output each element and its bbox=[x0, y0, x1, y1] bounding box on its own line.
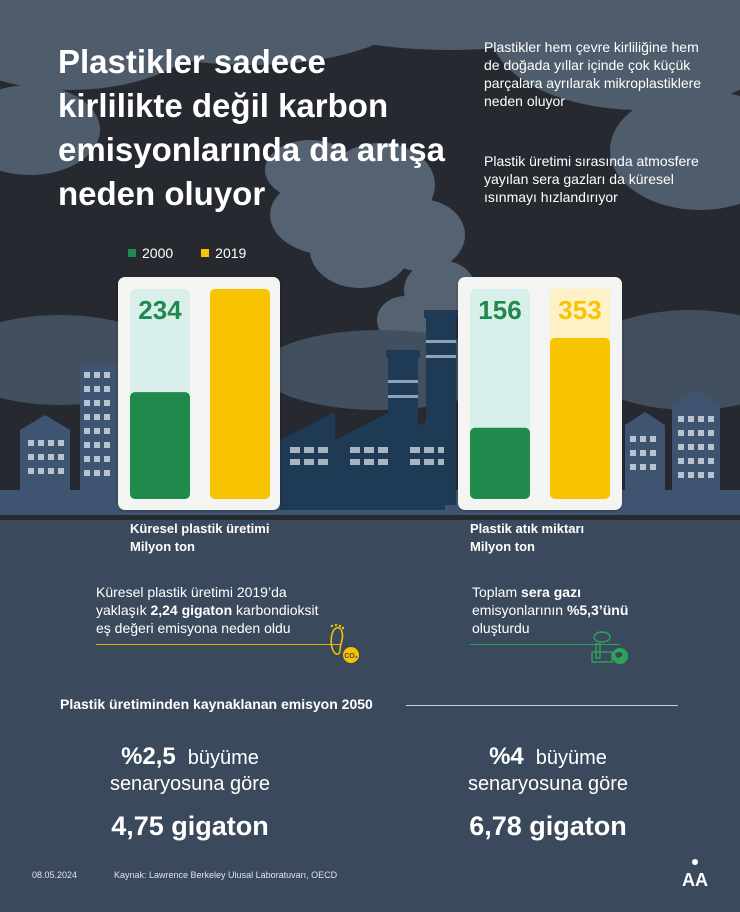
scenario-word: büyüme bbox=[535, 747, 607, 769]
scenario-percent: %4 bbox=[489, 743, 524, 770]
data-label-2000: 156 bbox=[478, 295, 522, 325]
side-note-microplastics: Plastikler hem çevre kirliliğine hem de doğada yıllar içinde çok küçük parçalara ayrılarak mikroplastiklere neden oluyor bbox=[484, 39, 702, 109]
scenario-line bbox=[438, 744, 658, 771]
fact-greenhouse-share bbox=[472, 583, 628, 637]
legend-swatch-2019 bbox=[201, 249, 209, 257]
fact-highlight: 2,24 gigaton bbox=[150, 602, 233, 618]
fact-line: emisyonlarının %5,3’ünü bbox=[472, 602, 629, 618]
scenario-word: büyüme bbox=[187, 747, 259, 769]
fact-emission-production bbox=[96, 583, 319, 637]
fact-highlight: sera gazı bbox=[521, 584, 581, 600]
data-label-2000: 234 bbox=[138, 295, 182, 325]
factory-globe-icon bbox=[588, 630, 632, 668]
chart-card-plastic-waste bbox=[458, 277, 622, 510]
fact-line: eş değeri emisyona neden oldu bbox=[96, 620, 291, 636]
footer-source: Kaynak: Lawrence Berkeley Ulusal Laboratuvarı, OECD bbox=[114, 870, 338, 880]
chart-label-unit: Milyon ton bbox=[130, 539, 195, 554]
section-title-2050: Plastik üretiminden kaynaklanan emisyon 2050 bbox=[60, 696, 373, 712]
chart-card-plastic-production bbox=[118, 277, 280, 510]
scenario-value: 4,75 gigaton bbox=[111, 811, 269, 841]
chart-label-plastic-production bbox=[130, 520, 269, 556]
side-note-greenhouse: Plastik üretimi sırasında atmosfere yayılan sera gazları da küresel ısınmayı hızlandırıyor bbox=[484, 153, 699, 205]
fact-line: Küresel plastik üretimi 2019’da bbox=[96, 584, 287, 600]
footer-date: 08.05.2024 bbox=[32, 870, 78, 880]
fact-line: oluşturdu bbox=[472, 620, 530, 636]
page-title: Plastikler sadece kirlilikte değil karbon emisyonlarında da artışa neden oluyor bbox=[58, 43, 445, 212]
chart-legend bbox=[128, 245, 246, 261]
legend-swatch-2000 bbox=[128, 249, 136, 257]
svg-text:AA: AA bbox=[682, 870, 708, 890]
bar-2000 bbox=[470, 428, 530, 499]
footprint-co2-icon bbox=[326, 624, 364, 664]
legend-item-2019 bbox=[201, 245, 246, 261]
fact-underline-left bbox=[96, 644, 340, 645]
chart-label-plastic-waste bbox=[470, 520, 584, 556]
chart-plastic-waste bbox=[458, 277, 622, 510]
data-label-2019: 353 bbox=[558, 295, 602, 325]
chart-label-line1: Küresel plastik üretimi bbox=[130, 521, 270, 536]
legend-label-2019: 2019 bbox=[215, 245, 247, 261]
legend-label-2000: 2000 bbox=[142, 245, 174, 261]
chart-label-line1: Plastik atık miktarı bbox=[470, 521, 585, 536]
legend-item-2000 bbox=[128, 245, 173, 261]
aa-logo bbox=[680, 858, 710, 890]
bar-2019 bbox=[550, 338, 610, 499]
bar-2000 bbox=[130, 392, 190, 499]
scenario-subtitle: senaryosuna göre bbox=[109, 773, 271, 795]
chart-label-unit: Milyon ton bbox=[470, 539, 535, 554]
fact-line: yaklaşık 2,24 gigaton karbondioksit bbox=[96, 602, 319, 618]
scenario-line bbox=[80, 744, 300, 771]
scenario-2-5-percent bbox=[80, 744, 300, 842]
chart-plastic-production bbox=[118, 277, 280, 510]
data-label-2019: 460 bbox=[218, 295, 262, 325]
fact-highlight: %5,3’ünü bbox=[566, 602, 629, 618]
scenario-value: 6,78 gigaton bbox=[469, 811, 627, 841]
fact-line: Toplam sera gazı bbox=[472, 584, 581, 600]
scenario-subtitle: senaryosuna göre bbox=[467, 773, 629, 795]
svg-text:CO₂: CO₂ bbox=[344, 653, 358, 660]
scenario-4-percent bbox=[438, 744, 658, 842]
scenario-percent: %2,5 bbox=[121, 743, 176, 770]
section-divider bbox=[406, 705, 678, 706]
